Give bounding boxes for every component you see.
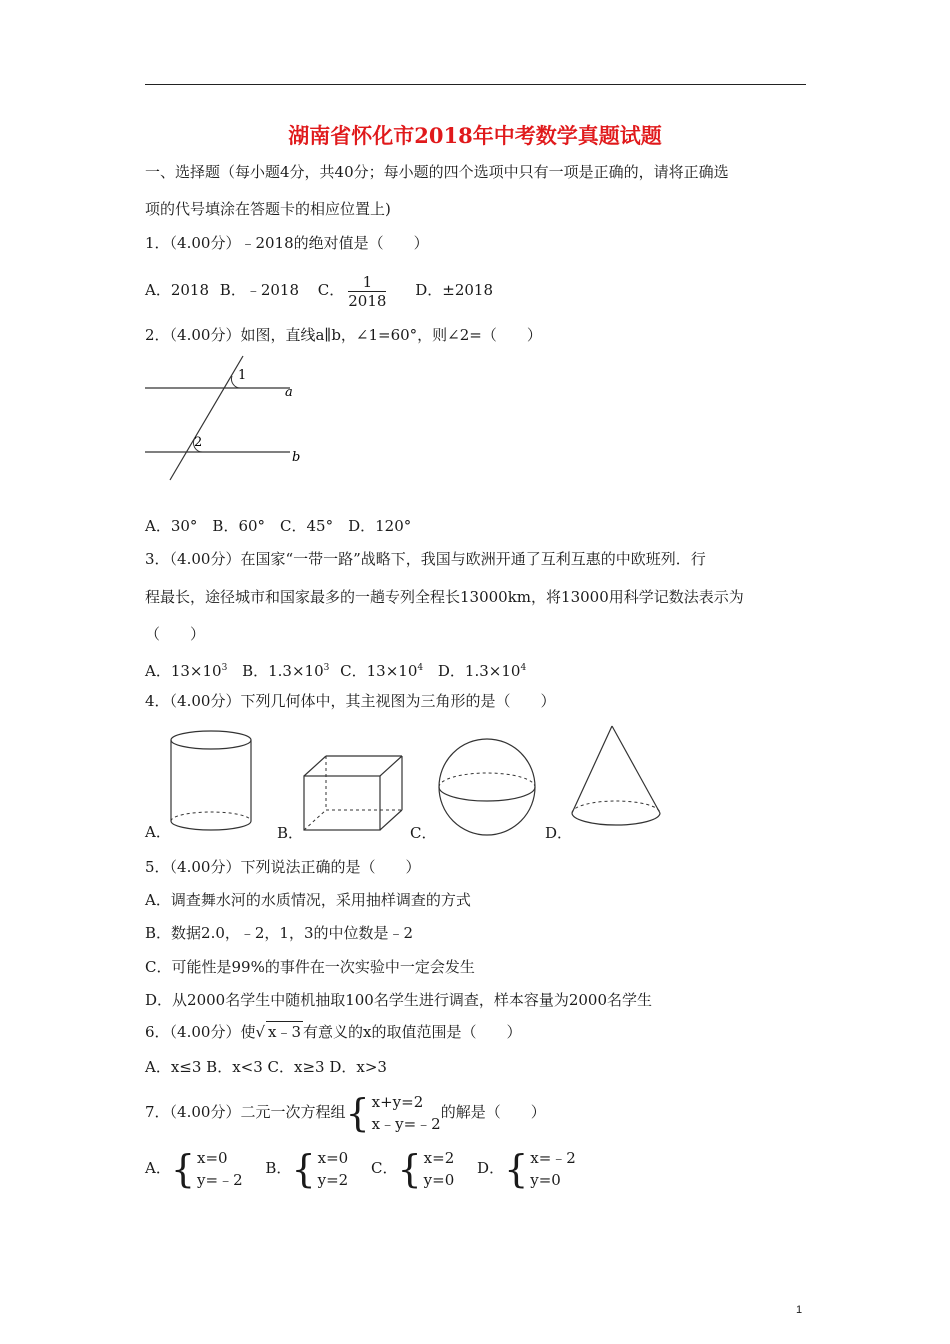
- q3-option-d: [438, 662, 526, 680]
- angle-2-label: 2: [194, 435, 203, 450]
- sphere-figure: [432, 736, 544, 840]
- q7-option-d-label: D．: [477, 1159, 505, 1177]
- q7-option-a-eq1: x=0: [197, 1149, 228, 1167]
- q3-stem-line-2: 程最长，途径城市和国家最多的一趟专列全程长13000km，将13000用科学记数法表示为: [145, 588, 744, 606]
- line-b-label: b: [292, 450, 301, 465]
- q6-radicand: x﹣3: [268, 1023, 302, 1041]
- q7-option-d-system: [528, 1147, 576, 1191]
- q5-option-b: B．数据2.0，﹣2，1，3的中位数是﹣2: [145, 924, 414, 942]
- section-intro-line-2: 项的代号填涂在答题卡的相应位置上): [145, 200, 391, 218]
- q1-option-a: A．2018: [145, 281, 210, 299]
- page-title: 湖南省怀化市2018年中考数学真题试题: [288, 123, 662, 148]
- q7-option-c-eq2: y=0: [423, 1171, 455, 1189]
- transversal: [170, 356, 243, 480]
- q2-parallel-lines-figure: [140, 352, 310, 484]
- angle-1-label: 1: [238, 368, 247, 383]
- q5-stem: 5．（4.00分）下列说法正确的是（ ）: [145, 858, 421, 876]
- q3-option-c-base: C．13×10: [340, 662, 418, 680]
- q3-option-c: [340, 662, 423, 680]
- q3-option-d-exponent: 4: [520, 663, 527, 673]
- q7-equation-1: x+y=2: [371, 1093, 424, 1111]
- left-brace: {: [170, 1147, 196, 1191]
- cube-figure: [298, 752, 410, 836]
- q7-option-c-system: [422, 1147, 455, 1191]
- q1-stem: 1．（4.00分）﹣2018的绝对值是（ ）: [145, 234, 429, 252]
- q7-option-c-eq1: x=2: [423, 1149, 455, 1167]
- q1-option-b: B．﹣2018: [219, 281, 299, 299]
- q6-options: A．x≤3 B．x<3 C．x≥3 D．x>3: [145, 1058, 387, 1076]
- q5-option-a: A．调查舞水河的水质情况，采用抽样调查的方式: [145, 891, 471, 909]
- q3-option-a-base: A．13×10: [145, 662, 222, 680]
- q5-option-d: D．从2000名学生中随机抽取100名学生进行调查，样本容量为2000名学生: [145, 991, 653, 1009]
- fraction-numerator: 1: [348, 273, 386, 292]
- q4-stem: 4．（4.00分）下列几何体中，其主视图为三角形的是（ ）: [145, 692, 556, 710]
- left-brace: {: [291, 1147, 316, 1191]
- top-rule: [145, 84, 806, 85]
- q1-option-c-label: C．: [317, 281, 345, 299]
- q3-stem-line-1: 3．（4.00分）在国家“一带一路”战略下，我国与欧洲开通了互利互惠的中欧班列．行: [145, 550, 706, 568]
- q7-equation-2: x﹣y=﹣2: [371, 1115, 441, 1133]
- q7-stem-prefix: 7．（4.00分）二元一次方程组: [145, 1103, 346, 1121]
- q6-stem: [145, 1021, 522, 1042]
- left-brace: {: [397, 1147, 422, 1191]
- q6-stem-suffix: 有意义的x的取值范围是（ ）: [303, 1023, 522, 1041]
- q7-option-a-label: A．: [145, 1159, 171, 1177]
- q7-option-b-system: [316, 1147, 349, 1191]
- q4-option-a-label: A．: [145, 823, 171, 841]
- q3-option-b: [242, 662, 329, 680]
- q7-option-d-eq2: y=0: [530, 1171, 561, 1189]
- cylinder-figure: [164, 730, 264, 836]
- q7-option-b-eq2: y=2: [317, 1171, 349, 1189]
- q7-option-a-eq2: y=﹣2: [197, 1171, 243, 1189]
- q7-option-b-label: B．: [265, 1159, 292, 1177]
- sqrt-sign: √: [255, 1023, 266, 1041]
- line-a-label: a: [285, 385, 293, 400]
- q7-system: [370, 1091, 441, 1135]
- q5-option-c: C．可能性是99%的事件在一次实验中一定会发生: [145, 958, 475, 976]
- q3-option-d-base: D．1.3×10: [437, 662, 521, 680]
- q4-option-c-label: C．: [410, 824, 437, 842]
- q3-stem-line-3: （ ）: [145, 625, 206, 643]
- page-number: 1: [796, 1304, 803, 1316]
- section-intro-line-1: 一、选择题（每小题4分，共40分；每小题的四个选项中只有一项是正确的，请将正确选: [145, 163, 729, 181]
- q1-option-d: D．±2018: [415, 281, 494, 299]
- q1-options: [145, 272, 493, 310]
- q7-options: [145, 1144, 576, 1192]
- q7-option-d-eq1: x=﹣2: [530, 1149, 576, 1167]
- q4-option-d-label: D．: [545, 824, 573, 842]
- q7-stem: [145, 1088, 546, 1136]
- q3-option-a: [145, 662, 227, 680]
- q7-option-a-system: [195, 1147, 243, 1191]
- q7-stem-suffix: 的解是（ ）: [440, 1103, 546, 1121]
- left-brace: {: [504, 1147, 529, 1191]
- cone-figure: [566, 720, 666, 840]
- q2-options: A．30° B．60° C．45° D．120°: [145, 517, 412, 535]
- q4-option-b-label: B．: [277, 824, 304, 842]
- q3-option-c-exponent: 4: [417, 663, 424, 673]
- q3-option-b-base: B．1.3×10: [242, 662, 324, 680]
- q2-stem: 2．（4.00分）如图，直线a∥b，∠1=60°，则∠2=（ ）: [145, 326, 542, 344]
- q3-option-a-exponent: 3: [221, 663, 228, 673]
- q6-stem-prefix: 6．（4.00分）使: [145, 1023, 256, 1041]
- q3-option-b-exponent: 3: [323, 663, 330, 673]
- q3-options: [145, 658, 526, 681]
- q7-option-b-eq1: x=0: [317, 1149, 349, 1167]
- fraction-denominator: 2018: [348, 291, 387, 310]
- q1-option-c-fraction: [348, 273, 386, 310]
- q7-option-c-label: C．: [371, 1159, 398, 1177]
- left-brace: {: [345, 1091, 370, 1135]
